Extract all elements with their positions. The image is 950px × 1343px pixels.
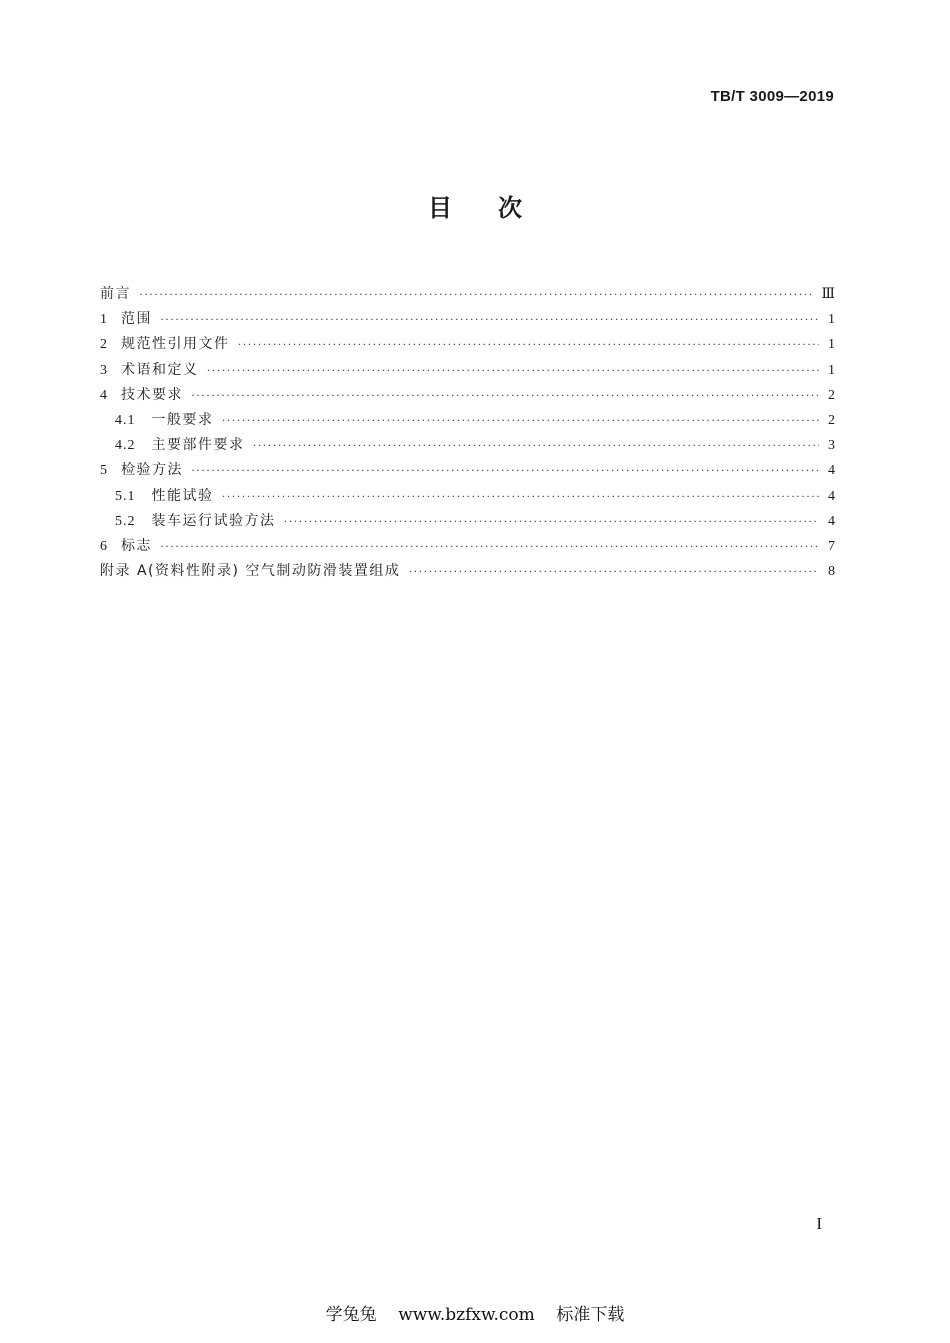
toc-entry-number: 5	[100, 463, 107, 479]
toc-entry-page: 7	[828, 538, 835, 554]
toc-leader-dots	[222, 484, 820, 509]
toc-entry-page: 2	[828, 387, 835, 403]
toc-entry-page: Ⅲ	[821, 287, 835, 302]
toc-entry-page: 1	[828, 362, 835, 378]
toc-entry-page: 4	[828, 488, 835, 504]
toc-entry-number: 5.2	[115, 513, 136, 529]
toc-entry-text: 主要部件要求	[151, 437, 245, 454]
toc-leader-dots	[284, 509, 820, 534]
toc-entry-3[interactable]	[100, 358, 835, 383]
toc-entry-text: 性能试验	[151, 487, 214, 504]
toc-entry-text: 检验方法	[121, 462, 183, 479]
toc-entry-foreword[interactable]	[100, 282, 835, 307]
toc-entry-page: 2	[828, 412, 835, 428]
toc-entry-5-1[interactable]	[100, 484, 835, 509]
toc-entry-4-2[interactable]	[100, 433, 835, 458]
document-code: TB/T 3009—2019	[710, 88, 834, 105]
toc-entry-text: 一般要求	[151, 411, 214, 428]
toc-entry-text: 规范性引用文件	[121, 336, 230, 353]
toc-entry-5-2[interactable]	[100, 509, 835, 534]
toc-entry-number: 6	[100, 538, 107, 554]
toc-entry-number: 2	[100, 337, 107, 353]
toc-leader-dots	[207, 358, 820, 383]
toc-entry-4-1[interactable]	[100, 408, 835, 433]
toc-entry-number: 4.2	[115, 438, 136, 454]
toc-leader-dots	[253, 433, 820, 458]
toc-leader-dots	[160, 534, 819, 559]
toc-entry-4[interactable]	[100, 383, 835, 408]
toc-entry-page: 1	[828, 337, 835, 353]
toc-entry-number: 1	[100, 312, 107, 328]
toc-entry-text: 装车运行试验方法	[151, 512, 276, 529]
toc-leader-dots	[408, 559, 819, 584]
toc-entry-number: 4	[100, 387, 107, 403]
toc-entry-text: 术语和定义	[121, 361, 199, 378]
toc-leader-dots	[160, 307, 819, 332]
toc-entry-appendix-a[interactable]	[100, 559, 835, 584]
toc-entry-page: 1	[828, 312, 835, 328]
toc-leader-dots	[222, 408, 820, 433]
toc-entry-page: 4	[828, 513, 835, 529]
toc-entry-2[interactable]	[100, 332, 835, 357]
toc-entry-1[interactable]	[100, 307, 835, 332]
page-number: I	[816, 1214, 822, 1233]
toc-entry-text: 前言	[100, 286, 131, 302]
toc-leader-dots	[191, 383, 819, 408]
toc-entry-number: 3	[100, 362, 107, 378]
toc-entry-text: 范围	[121, 311, 152, 328]
toc-entry-number: 5.1	[115, 488, 136, 504]
toc-leader-dots	[139, 282, 815, 307]
page-title: 目次	[428, 194, 568, 222]
toc-entry-text: 技术要求	[121, 386, 183, 403]
toc-entry-number: 4.1	[115, 412, 136, 428]
toc-entry-5[interactable]	[100, 458, 835, 483]
toc-leader-dots	[191, 458, 819, 483]
toc-entry-6[interactable]	[100, 534, 835, 559]
toc-entry-page: 4	[828, 463, 835, 479]
toc-leader-dots	[238, 332, 820, 357]
toc-entry-text: 标志	[121, 537, 152, 554]
toc-entry-page: 3	[828, 438, 835, 454]
toc-entry-text: 附录 A(资料性附录) 空气制动防滑装置组成	[100, 563, 401, 580]
table-of-contents	[100, 282, 835, 584]
toc-entry-page: 8	[828, 564, 835, 580]
footer-watermark: 学兔兔 www.bzfxw.com 标准下载	[325, 1305, 625, 1325]
